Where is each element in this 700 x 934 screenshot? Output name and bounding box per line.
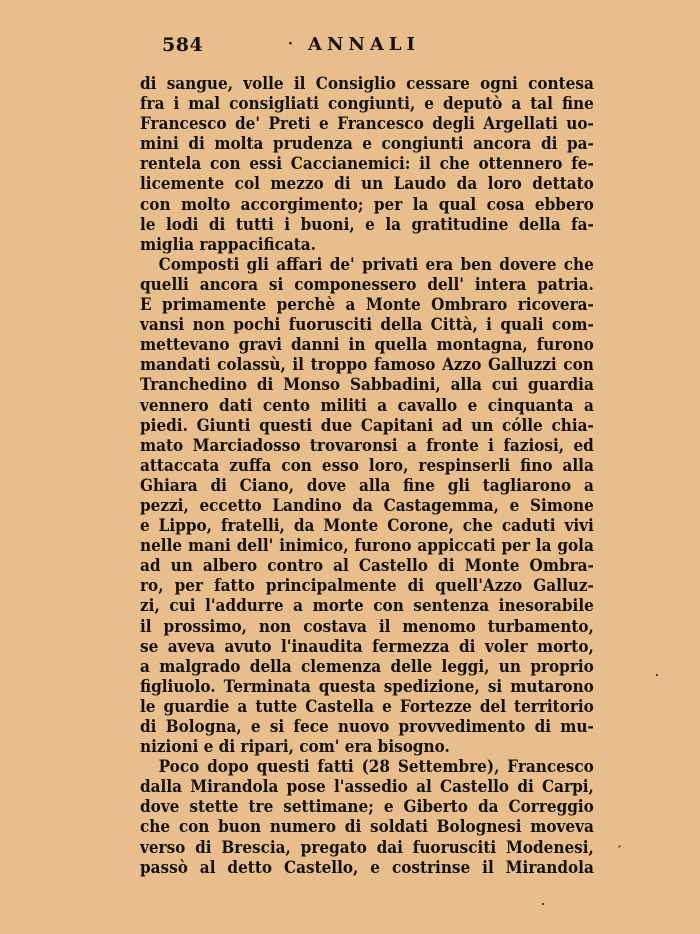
text-line: dalla Mirandola pose l'assedio al Castello di Carpi, bbox=[140, 777, 594, 797]
text-line: quelli ancora si componessero dell' intera patria. bbox=[140, 274, 594, 294]
text-line: licemente col mezzo di un Laudo da loro dettato bbox=[140, 174, 594, 194]
text-line: rentela con essi Caccianemici: il che ottennero fe- bbox=[140, 154, 594, 174]
text-line: ro, per fatto principalmente di quell'Azzo Galluz- bbox=[140, 576, 594, 596]
text-line: mettevano gravi danni in quella montagna, furono bbox=[140, 335, 594, 355]
text-line: fra i mal consigliati congiunti, e deputò a tal fine bbox=[140, 94, 594, 114]
text-line: figliuolo. Terminata questa spedizione, si mutarono bbox=[140, 676, 594, 696]
page-header bbox=[140, 34, 594, 60]
text-line: di Bologna, e si fece nuovo provvedimento di mu- bbox=[140, 717, 594, 736]
running-title: ANNALI bbox=[308, 34, 420, 55]
header-dot: · bbox=[288, 36, 293, 52]
text-line: Francesco de' Preti e Francesco degli Argellati uo- bbox=[140, 114, 594, 134]
text-line: le guardie a tutte Castella e Fortezze del territorio bbox=[140, 696, 594, 716]
text-line: le lodi di tutti i buoni, e la gratitudine della fa- bbox=[140, 214, 594, 234]
text-line: vennero dati cento militi a cavallo e cinquanta a bbox=[140, 395, 594, 415]
page-number: 584 bbox=[162, 34, 204, 56]
text-line: passò al detto Castello, e costrinse il Mirandola bbox=[140, 857, 594, 877]
text-line: pezzi, eccetto Landino da Castagemma, e Simone bbox=[140, 495, 594, 515]
text-line: nizioni e di ripari, com' era bisogno. bbox=[140, 737, 450, 757]
text-line: attaccata zuffa con esso loro, respinserli fino alla bbox=[140, 455, 594, 475]
paragraph-start-line: Poco dopo questi fatti (28 Settembre), Francesco bbox=[158, 757, 594, 777]
text-line: con molto accorgimento; per la qual cosa ebbero bbox=[140, 194, 594, 214]
text-line: mandati colassù, il troppo famoso Azzo Galluzzi con bbox=[140, 355, 594, 375]
text-line: piedi. Giunti questi due Capitani ad un cólle chia- bbox=[140, 415, 594, 435]
text-line: ad un albero contro al Castello di Monte Ombra- bbox=[140, 556, 594, 576]
text-line: miglia rappacificata. bbox=[140, 234, 316, 254]
text-line: mini di molta prudenza e congiunti ancora di pa- bbox=[140, 134, 594, 154]
text-line: nelle mani dell' inimico, furono appiccati per la gola bbox=[140, 536, 594, 556]
text-line: il prossimo, non costava il menomo turbamento, bbox=[140, 616, 594, 636]
text-line: a malgrado della clemenza delle leggi, un proprio bbox=[140, 656, 594, 676]
ink-speck bbox=[656, 674, 658, 676]
ink-speck bbox=[542, 903, 544, 905]
text-line: Ghiara di Ciano, dove alla fine gli tagliarono a bbox=[140, 475, 594, 495]
text-line: vansi non pochi fuorusciti della Città, i quali com- bbox=[140, 315, 594, 335]
text-line: zi, cui l'addurre a morte con sentenza inesorabile bbox=[140, 596, 594, 616]
text-line: e Lippo, fratelli, da Monte Corone, che caduti vivi bbox=[140, 516, 594, 536]
text-line: che con buon numero di soldati Bolognesi moveva bbox=[140, 817, 594, 837]
text-line: dove stette tre settimane; e Giberto da Correggio bbox=[140, 797, 594, 817]
ink-speck bbox=[618, 845, 621, 848]
text-line: E primamente perchè a Monte Ombraro ricovera- bbox=[140, 295, 594, 315]
body-text bbox=[140, 74, 594, 878]
text-line: mato Marciadosso trovaronsi a fronte i faziosi, ed bbox=[140, 435, 594, 455]
text-line: Tranchedino di Monso Sabbadini, alla cui guardia bbox=[140, 375, 594, 395]
text-line: di sangue, volle il Consiglio cessare ogni contesa bbox=[140, 74, 594, 93]
text-line: se aveva avuto l'inaudita fermezza di voler morto, bbox=[140, 636, 594, 656]
text-line: verso di Brescia, pregato dai fuorusciti Modenesi, bbox=[140, 837, 594, 857]
paragraph-start-line: Composti gli affari de' privati era ben dovere che bbox=[158, 254, 594, 274]
